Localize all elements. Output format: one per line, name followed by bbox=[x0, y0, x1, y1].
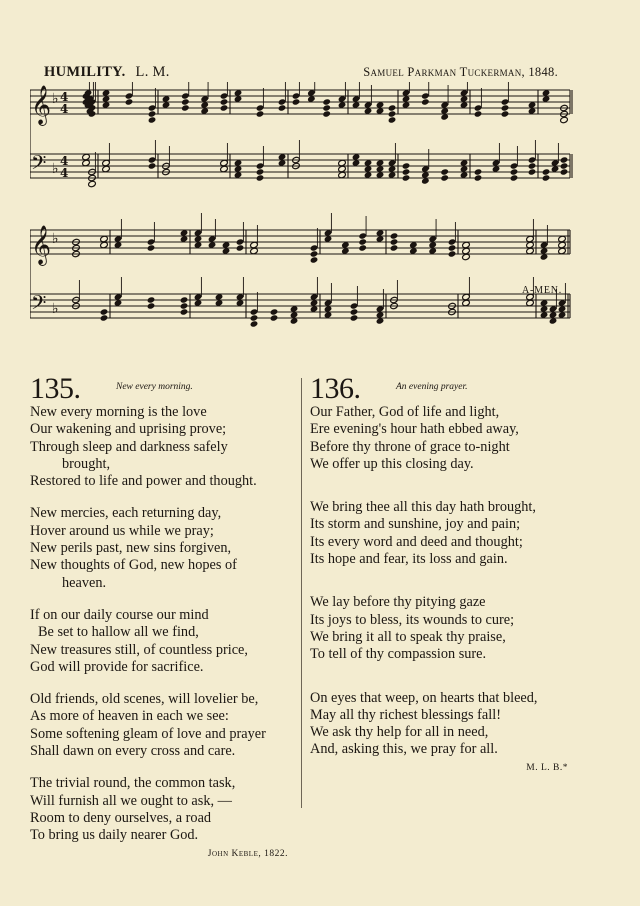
verse-line: To tell of thy compassion sure. bbox=[310, 646, 487, 663]
flat-sign-icon: ♭ bbox=[52, 161, 59, 177]
verse-line: Our wakening and uprising prove; bbox=[30, 421, 227, 438]
hymn-135 bbox=[30, 374, 292, 859]
verse-line: Shall dawn on every cross and care. bbox=[30, 743, 236, 760]
stanza-5 bbox=[30, 775, 292, 844]
flat-sign-icon: ♭ bbox=[52, 91, 59, 107]
verse-line: New mercies, each returning day, bbox=[30, 505, 222, 522]
verse-line: May all thy richest blessings fall! bbox=[310, 706, 501, 723]
note-head bbox=[388, 104, 397, 111]
note-head bbox=[256, 110, 265, 117]
tune-title bbox=[44, 64, 170, 81]
verse-line: New treasures still, of countless price, bbox=[30, 641, 248, 658]
note-head bbox=[270, 314, 279, 321]
note-head bbox=[100, 314, 109, 321]
verse-line: Hover around us while we pray; bbox=[30, 522, 214, 539]
stanza-1 bbox=[310, 404, 570, 473]
note-head bbox=[148, 162, 157, 169]
note-head bbox=[421, 98, 430, 105]
time-signature-icon: 4 bbox=[60, 166, 69, 180]
verse-line: New every morning is the love bbox=[30, 404, 207, 420]
bass-clef-icon: 𝄢 bbox=[31, 291, 47, 319]
verse-line: As more of heaven in each we see: bbox=[30, 708, 229, 725]
note-head bbox=[350, 314, 359, 321]
verse-line: Through sleep and darkness safely bbox=[30, 438, 228, 455]
tune-name: HUMILITY. bbox=[44, 64, 126, 80]
note-head bbox=[390, 232, 399, 239]
note-head bbox=[501, 104, 510, 111]
verse-line: Will furnish all we ought to ask, — bbox=[30, 792, 232, 809]
verse-line: We offer up this closing day. bbox=[310, 455, 474, 472]
verse-line: Ere evening's hour hath ebbed away, bbox=[310, 421, 519, 438]
verse-line-continued: brought, bbox=[62, 455, 111, 472]
note-head bbox=[402, 162, 411, 169]
verse-line: Old friends, old scenes, will lovelier be, bbox=[30, 691, 259, 708]
stanza-4 bbox=[30, 691, 292, 760]
note-head bbox=[358, 244, 367, 251]
note-head bbox=[292, 98, 301, 105]
note-head bbox=[510, 174, 519, 181]
staff bbox=[30, 230, 570, 254]
note-head bbox=[542, 168, 551, 175]
stanza-1 bbox=[30, 404, 292, 490]
verse-line: Its storm and sunshine, joy and pain; bbox=[310, 516, 521, 533]
hymn-heading bbox=[30, 374, 292, 404]
note-head bbox=[180, 296, 189, 303]
note-head bbox=[147, 302, 156, 309]
flat-sign-icon: ♭ bbox=[52, 301, 59, 317]
note-head bbox=[270, 308, 279, 315]
verse-line: To bring us daily nearer God. bbox=[30, 827, 199, 844]
verse-line: Before thy throne of grace to-night bbox=[310, 438, 510, 455]
verse-line: Some softening gleam of love and prayer bbox=[30, 725, 266, 742]
note-head bbox=[501, 110, 510, 117]
verse-line: We bring it all to speak thy praise, bbox=[310, 628, 506, 645]
verse-line: New thoughts of God, new hopes of bbox=[30, 557, 237, 574]
note-head bbox=[88, 180, 97, 187]
hymn-subtitle: New every morning. bbox=[116, 382, 193, 392]
verse-line: We lay before thy pitying gaze bbox=[310, 594, 486, 611]
note-head bbox=[236, 244, 245, 251]
note-head bbox=[440, 174, 449, 181]
note-head bbox=[250, 314, 259, 321]
stanza-2 bbox=[30, 505, 292, 591]
note-head bbox=[560, 156, 569, 163]
note-head bbox=[388, 116, 397, 123]
note-head bbox=[390, 238, 399, 245]
note-head bbox=[402, 168, 411, 175]
music-score bbox=[30, 82, 580, 352]
verse-line: Room to deny ourselves, a road bbox=[30, 809, 212, 826]
note-head bbox=[220, 98, 229, 105]
verse-line-continued: heaven. bbox=[62, 574, 107, 591]
hymn-attribution: M. L. B.* bbox=[526, 762, 568, 773]
note-head bbox=[278, 104, 287, 111]
flat-sign-icon: ♭ bbox=[52, 231, 59, 247]
stanza-3 bbox=[30, 607, 292, 676]
verse-line: Its every word and deed and thought; bbox=[310, 533, 523, 550]
verse-line: New perils past, new sins forgiven, bbox=[30, 540, 232, 557]
tune-meter: L. M. bbox=[135, 64, 170, 80]
note-head bbox=[474, 110, 483, 117]
verse-line: We ask thy help for all in need, bbox=[310, 724, 489, 741]
note-head bbox=[220, 104, 229, 111]
note-head bbox=[256, 168, 265, 175]
note-head bbox=[322, 110, 331, 117]
note-head bbox=[528, 162, 537, 169]
note-head bbox=[560, 168, 569, 175]
note-head bbox=[125, 98, 134, 105]
amen-label: A-MEN. bbox=[522, 285, 563, 296]
time-signature-icon: 4 bbox=[60, 102, 69, 116]
note-head bbox=[448, 244, 457, 251]
note-head bbox=[350, 308, 359, 315]
verse-line: Restored to life and power and thought. bbox=[30, 473, 257, 490]
verse-line: God will provide for sacrifice. bbox=[30, 658, 204, 675]
note-head bbox=[180, 302, 189, 309]
note-head bbox=[181, 98, 190, 105]
note-head bbox=[256, 174, 265, 181]
note-head bbox=[474, 174, 483, 181]
verse-line: Its joys to bless, its wounds to cure; bbox=[310, 611, 515, 628]
note-head bbox=[388, 110, 397, 117]
note-head bbox=[358, 238, 367, 245]
note-head bbox=[180, 308, 189, 315]
note-head bbox=[322, 104, 331, 111]
note-head bbox=[147, 296, 156, 303]
note-head bbox=[322, 98, 331, 105]
note-head bbox=[100, 308, 109, 315]
note-head bbox=[474, 168, 483, 175]
note-head bbox=[542, 174, 551, 181]
verse-line: Be set to hallow all we find, bbox=[38, 624, 199, 641]
verse-line: If on our daily course our mind bbox=[30, 606, 209, 623]
note-head bbox=[402, 174, 411, 181]
staff bbox=[30, 90, 570, 114]
hymn-heading bbox=[310, 374, 570, 404]
note-head bbox=[560, 116, 569, 123]
note-head bbox=[250, 320, 259, 327]
time-signature-icon: 4 bbox=[60, 90, 69, 104]
bass-clef-icon: 𝄢 bbox=[31, 151, 47, 179]
verse-line: We bring thee all this day hath brought, bbox=[310, 499, 536, 516]
time-signature-icon: 4 bbox=[60, 154, 69, 168]
hymn-attribution: John Keble, 1822. bbox=[207, 848, 288, 859]
note-head bbox=[560, 162, 569, 169]
note-head bbox=[147, 244, 156, 251]
treble-clef-icon: 𝄞 bbox=[31, 85, 52, 125]
tune-composer: Samuel Parkman Tuckerman, 1848. bbox=[363, 65, 558, 79]
note-head bbox=[390, 244, 399, 251]
verse-line: Its hope and fear, its loss and gain. bbox=[310, 551, 508, 568]
stanza-3 bbox=[310, 594, 570, 663]
note-head bbox=[181, 104, 190, 111]
note-head bbox=[148, 110, 157, 117]
note-head bbox=[510, 168, 519, 175]
note-head bbox=[528, 168, 537, 175]
column-divider bbox=[301, 378, 302, 808]
verse-line: Our Father, God of life and light, bbox=[310, 404, 500, 420]
note-head bbox=[310, 250, 319, 257]
note-head bbox=[148, 116, 157, 123]
hymn-subtitle: An evening prayer. bbox=[396, 382, 468, 392]
hymn-136 bbox=[310, 374, 570, 773]
note-head bbox=[448, 250, 457, 257]
hymn-number: 135. bbox=[30, 372, 81, 405]
staff bbox=[30, 294, 570, 318]
note-head bbox=[440, 168, 449, 175]
hymn-number: 136. bbox=[310, 372, 361, 405]
note-head bbox=[310, 256, 319, 263]
verse-line: And, asking this, we pray for all. bbox=[310, 741, 498, 758]
stanza-4 bbox=[310, 690, 570, 759]
verse-line: On eyes that weep, on hearts that bleed, bbox=[310, 689, 538, 706]
verse-line: The trivial round, the common task, bbox=[30, 775, 236, 792]
treble-clef-icon: 𝄞 bbox=[31, 225, 52, 265]
stanza-2 bbox=[310, 499, 570, 568]
